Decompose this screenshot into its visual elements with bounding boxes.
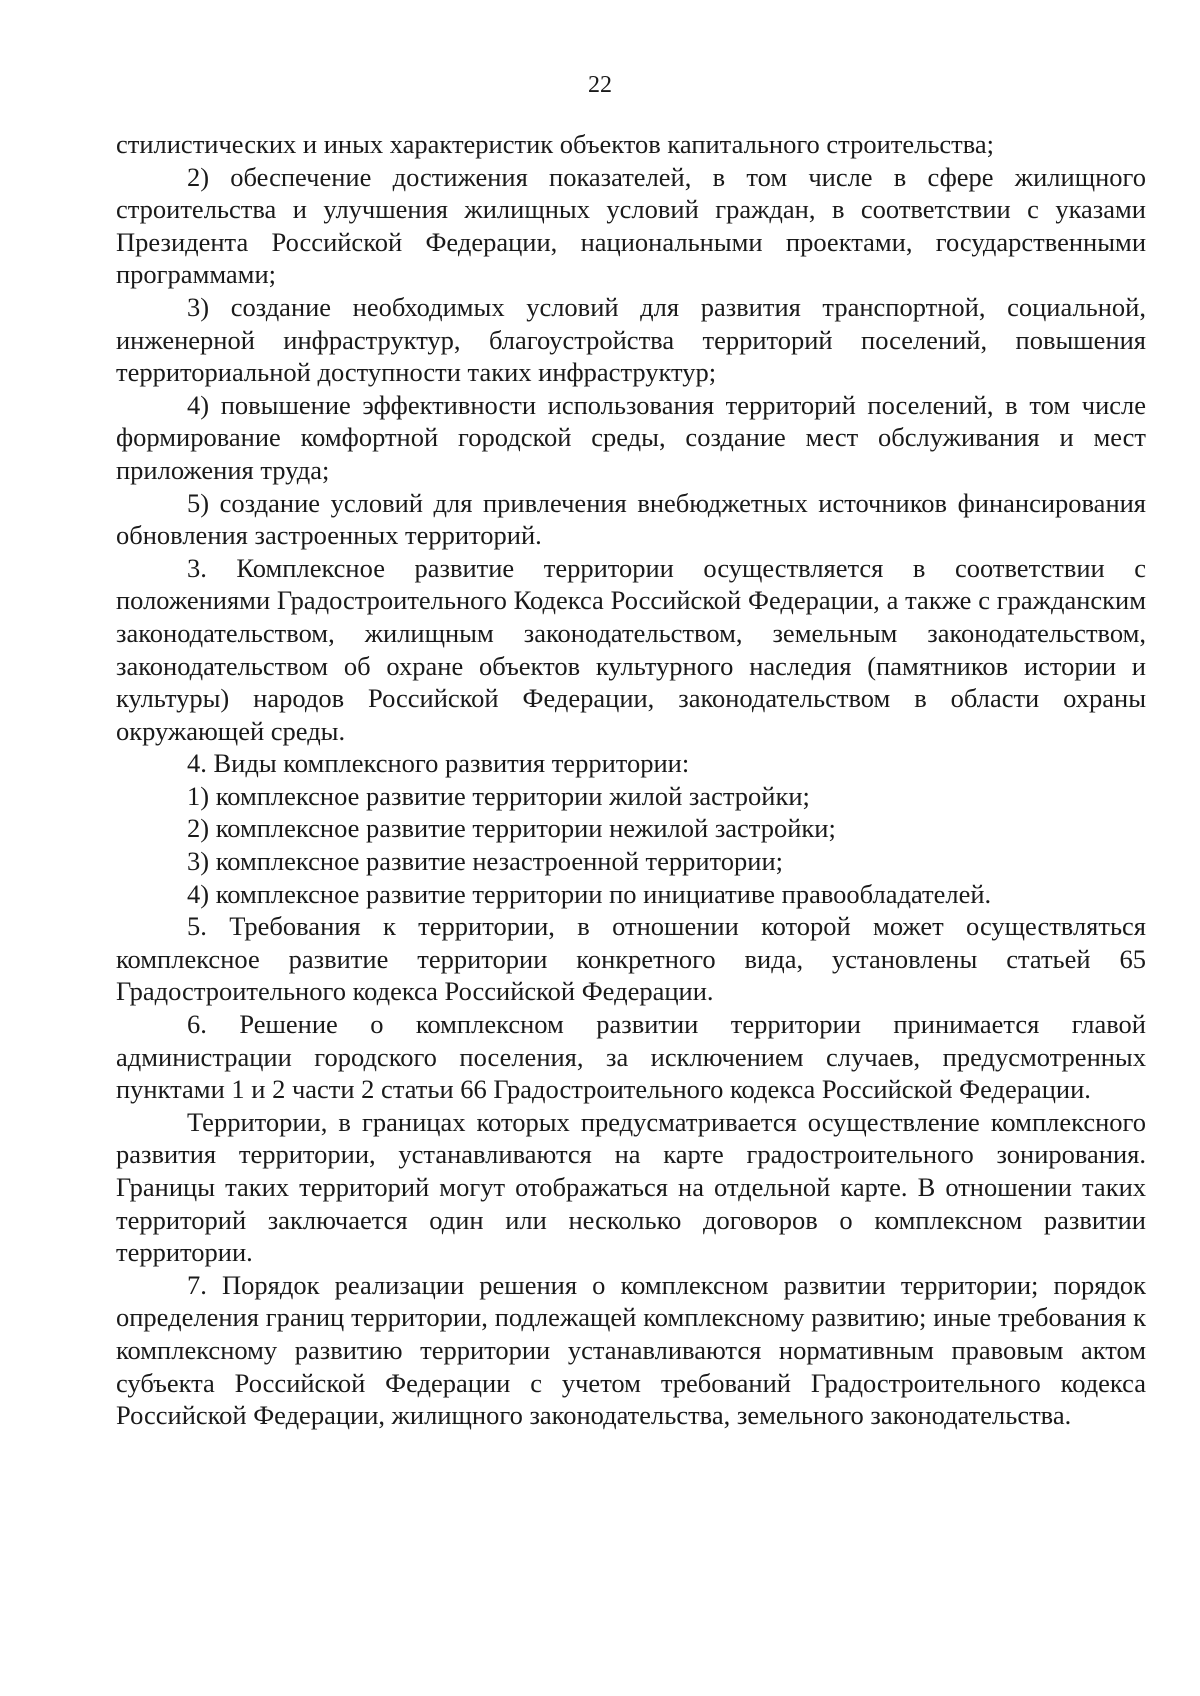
paragraph-item-5: 5) создание условий для привлечения внебюджетных источников финансирования обновления застроенных территорий. xyxy=(116,487,1146,551)
paragraph-section-6: 6. Решение о комплексном развитии территории принимается главой администрации городского поселения, за исключением случаев, предусмотренных пунктами 1 и 2 части 2 статьи 66 Градостроительного кодекса Российской Федерации. xyxy=(116,1009,1146,1105)
paragraph-item-3: 3) создание необходимых условий для развития транспортной, социальной, инженерной инфраструктур, благоустройства территорий поселений, повышения территориальной доступности таких инфраструктур; xyxy=(116,291,1146,388)
paragraph-section-7: 7. Порядок реализации решения о комплексном развитии территории; порядок определения границ территории, подлежащей комплексному развитию; иные требования к комплексному развитию территории устанавливаются нормативным правовым актом субъекта Российской Федерации с учетом требований Градостроительного кодекса Российской Федерации, жилищного законодательства, земельного законодательства. xyxy=(116,1269,1146,1431)
list-item-nonresidential: 2) комплексное развитие территории нежилой застройки; xyxy=(187,813,836,844)
list-item-undeveloped: 3) комплексное развитие незастроенной территории; xyxy=(187,846,784,877)
paragraph-section-5: 5. Требования к территории, в отношении которой может осуществляться комплексное развитие территории конкретного вида, установлены статьей 65 Градостроительного кодекса Российской Федерации. xyxy=(116,911,1146,1007)
list-item-owner-initiative: 4) комплексное развитие территории по инициативе правообладателей. xyxy=(187,878,992,909)
page-number: 22 xyxy=(588,72,612,98)
paragraph-section-3: 3. Комплексное развитие территории осуществляется в соответствии с положениями Градостроительного Кодекса Российской Федерации, а также с гражданским законодательством, жилищным законодательством, земельным законодательством, законодательством об охране объектов культурного наследия (памятников истории и культуры) народов Российской Федерации, законодательством в области охраны окружающей среды. xyxy=(116,552,1146,746)
paragraph-continuation: стилистических и иных характеристик объектов капитального строительства; xyxy=(116,129,995,159)
paragraph-territories: Территории, в границах которых предусматривается осуществление комплексного развития территории, устанавливаются на карте градостроительного зонирования. Границы таких территорий могут отображаться на отдельной карте. В отношении таких территорий заключается один или несколько договоров о комплексном развитии территории. xyxy=(116,1106,1146,1268)
paragraph-item-4: 4) повышение эффективности использования территорий поселений, в том числе формирование комфортной городской среды, создание мест обслуживания и мест приложения труда; xyxy=(116,389,1146,485)
paragraph-section-4: 4. Виды комплексного развития территории: xyxy=(187,748,690,779)
paragraph-item-2: 2) обеспечение достижения показателей, в том числе в сфере жилищного строительства и улучшения жилищных условий граждан, в соответствии с указами Президента Российской Федерации, национальными проектами, государственными программами; xyxy=(116,161,1146,290)
document-body xyxy=(116,128,1146,1432)
list-item-residential: 1) комплексное развитие территории жилой застройки; xyxy=(187,780,810,811)
